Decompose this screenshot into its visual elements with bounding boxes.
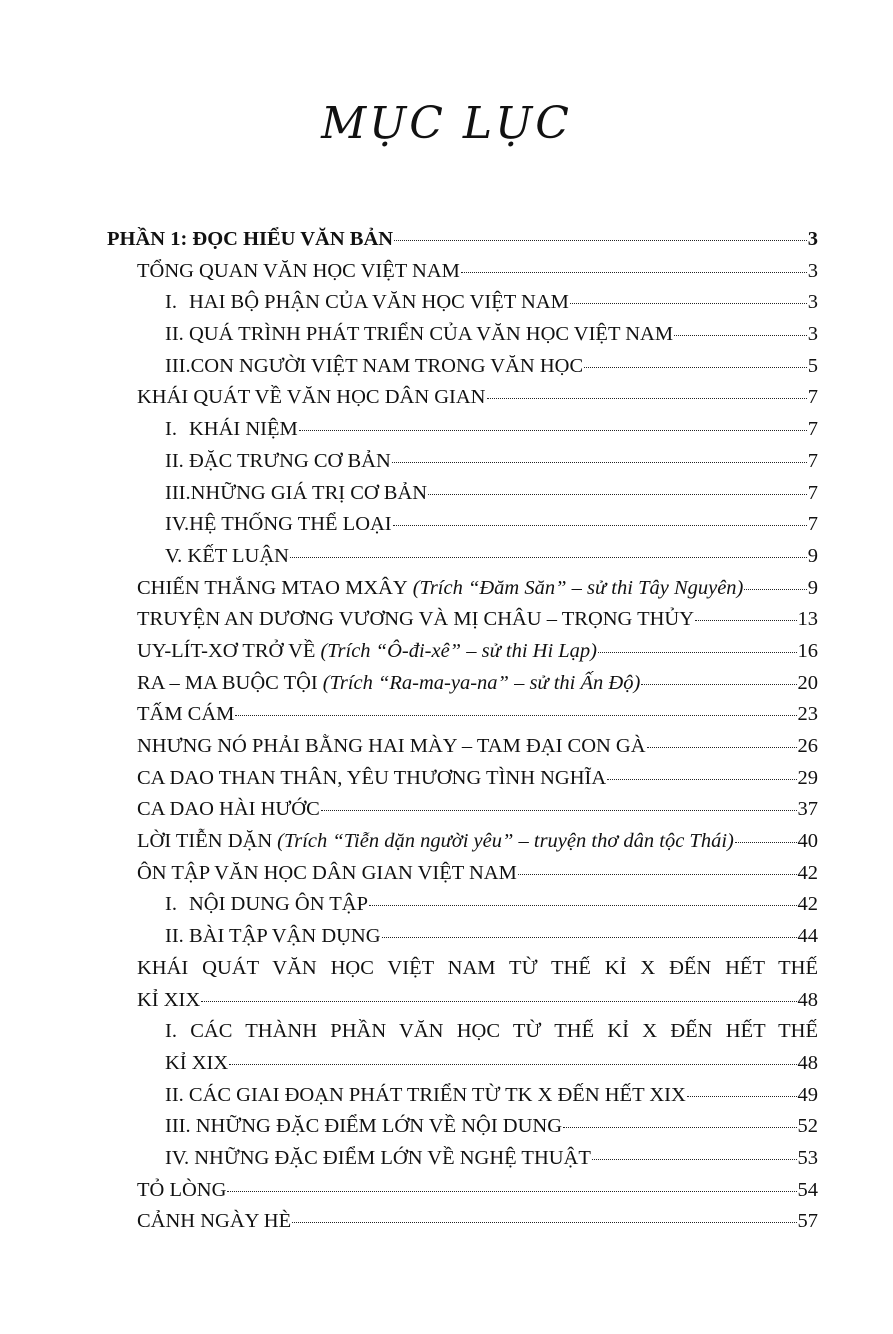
- toc-entry[interactable]: [107, 541, 818, 573]
- page-number: 3: [807, 228, 818, 250]
- page-number: 20: [797, 671, 818, 694]
- toc-entry[interactable]: [107, 668, 818, 700]
- page-number: 26: [797, 735, 818, 757]
- page-number: 3: [807, 291, 818, 314]
- table-of-contents: [107, 224, 818, 1238]
- toc-entry[interactable]: [107, 1175, 818, 1207]
- dot-leader: [674, 335, 807, 336]
- toc-entry-note: (Trích “Ra-ma-ya-na” – sử thi Ấn Độ): [322, 671, 641, 694]
- toc-entry-title: NHƯNG NÓ PHẢI BẰNG HAI MÀY – TAM ĐẠI CON GÀ: [137, 735, 646, 757]
- page-number: 7: [807, 418, 818, 441]
- dot-leader: [321, 810, 797, 811]
- page-number: 37: [797, 798, 818, 821]
- toc-entry-text: [137, 1206, 291, 1238]
- toc-entry-title: HỆ THỐNG THỂ LOẠI: [189, 513, 392, 536]
- toc-entry-title: CON NGƯỜI VIỆT NAM TRONG VĂN HỌC: [190, 354, 584, 377]
- toc-entry-title-continued: KỈ XIX: [165, 1051, 229, 1074]
- toc-entry[interactable]: [107, 446, 818, 478]
- dot-leader: [607, 779, 796, 780]
- toc-entry-title: HAI BỘ PHẬN CỦA VĂN HỌC VIỆT NAM: [189, 291, 569, 314]
- dot-leader: [235, 715, 796, 716]
- section-number: III.: [165, 481, 191, 504]
- toc-entry-title: LỜI TIỄN DẶN: [137, 830, 273, 853]
- toc-entry-title: KHÁI QUÁT VỀ VĂN HỌC DÂN GIAN: [137, 386, 486, 409]
- toc-entry[interactable]: [107, 699, 818, 731]
- page-number: 52: [797, 1115, 818, 1138]
- toc-entry[interactable]: [107, 1111, 818, 1143]
- toc-entry[interactable]: [107, 985, 818, 1017]
- toc-entry-title: III. NHỮNG ĐẶC ĐIỂM LỚN VỀ NỘI DUNG: [165, 1115, 563, 1138]
- dot-leader: [369, 905, 797, 906]
- dot-leader: [647, 747, 797, 748]
- section-number: I.: [165, 418, 177, 441]
- toc-entry-text: [137, 636, 597, 668]
- toc-entry-note: (Trích “Đăm Săn” – sử thi Tây Nguyên): [412, 576, 744, 599]
- dot-leader: [563, 1127, 796, 1128]
- toc-entry-title: CA DAO THAN THÂN, YÊU THƯƠNG TÌNH NGHĨA: [137, 766, 607, 789]
- toc-entry-text: [165, 446, 391, 478]
- page-number: 49: [797, 1083, 818, 1106]
- toc-entry-text: [137, 256, 460, 288]
- toc-entry-text: [165, 541, 289, 573]
- toc-entry-text: [165, 478, 427, 510]
- toc-entry-text: [137, 699, 234, 731]
- toc-entry[interactable]: [107, 636, 818, 668]
- toc-entry-title: CA DAO HÀI HƯỚC: [137, 798, 320, 821]
- toc-entry[interactable]: [107, 573, 818, 605]
- page-number: 53: [797, 1146, 818, 1169]
- toc-entry[interactable]: [107, 921, 818, 953]
- toc-entry-title: ĐẶC TRƯNG CƠ BẢN: [189, 449, 391, 472]
- section-number: IV.: [165, 513, 190, 536]
- toc-entry-title: KHÁI NIỆM: [189, 418, 298, 441]
- dot-leader: [428, 494, 807, 495]
- dot-leader: [394, 240, 807, 241]
- dot-leader: [487, 398, 807, 399]
- toc-entry[interactable]: [107, 1206, 818, 1238]
- toc-entry-title: IV. NHỮNG ĐẶC ĐIỂM LỚN VỀ NGHỆ THUẬT: [165, 1146, 591, 1169]
- dot-leader: [695, 620, 796, 621]
- toc-entry-text: [165, 351, 583, 383]
- page-number: 7: [807, 481, 818, 504]
- toc-entry-title: NHỮNG GIÁ TRỊ CƠ BẢN: [190, 481, 428, 504]
- section-number: II.: [165, 925, 184, 948]
- page-number: 16: [797, 639, 818, 662]
- dot-leader: [292, 1222, 796, 1223]
- toc-entry-title: TỔNG QUAN VĂN HỌC VIỆT NAM: [137, 259, 460, 282]
- toc-entry[interactable]: [107, 509, 818, 541]
- dot-leader: [598, 652, 797, 653]
- page-number: 23: [797, 703, 818, 726]
- toc-entry[interactable]: [107, 604, 818, 636]
- toc-entry-text: [137, 731, 646, 763]
- dot-leader: [299, 430, 807, 431]
- dot-leader: [735, 842, 797, 843]
- dot-leader: [201, 1001, 796, 1002]
- page-number: 48: [797, 1051, 818, 1074]
- page-number: 5: [807, 354, 818, 377]
- page-number: 7: [807, 513, 818, 536]
- toc-entry-title: I. CÁC THÀNH PHẦN VĂN HỌC TỪ THẾ KỈ X ĐẾN HẾT THẾ: [165, 1020, 818, 1043]
- toc-entry[interactable]: [107, 763, 818, 795]
- toc-entry-title-continued: KỈ XIX: [137, 988, 201, 1011]
- toc-entry[interactable]: [107, 731, 818, 763]
- page-number: 7: [807, 386, 818, 409]
- toc-entry[interactable]: [107, 287, 818, 319]
- toc-entry-text: [165, 414, 298, 446]
- toc-entry-text: [137, 826, 734, 858]
- toc-entry-title: CẢNH NGÀY HÈ: [137, 1210, 292, 1233]
- toc-entry[interactable]: [107, 319, 818, 351]
- dot-leader: [592, 1159, 797, 1160]
- dot-leader: [744, 589, 806, 590]
- section-number: II.: [165, 449, 184, 472]
- page-title: MỤC LỤC: [321, 98, 572, 149]
- dot-leader: [382, 937, 797, 938]
- toc-entry[interactable]: [107, 826, 818, 858]
- toc-entry-text: [165, 889, 368, 921]
- toc-entry-text: [165, 1111, 562, 1143]
- toc-entry-title: TRUYỆN AN DƯƠNG VƯƠNG VÀ MỊ CHÂU – TRỌNG THỦY: [137, 608, 695, 631]
- toc-entry-text: [165, 509, 392, 541]
- toc-entry-title: TỎ LÒNG: [137, 1178, 227, 1201]
- toc-entry[interactable]: [107, 382, 818, 414]
- toc-entry-text: [107, 224, 393, 256]
- dot-leader: [290, 557, 807, 558]
- toc-entry-text: [137, 668, 640, 700]
- toc-entry[interactable]: [107, 858, 818, 890]
- toc-entry-title: RA – MA BUỘC TỘI: [137, 671, 318, 694]
- toc-entry[interactable]: [107, 224, 818, 256]
- dot-leader: [392, 462, 807, 463]
- toc-entry-text: [165, 319, 673, 351]
- toc-entry-text: [165, 921, 381, 953]
- section-number: III.: [165, 354, 191, 377]
- toc-entry-text: [165, 1143, 591, 1175]
- page-number: 44: [797, 925, 818, 948]
- toc-entry-note: (Trích “Ô-đi-xê” – sử thi Hi Lạp): [320, 639, 597, 662]
- page-number: 57: [797, 1210, 818, 1233]
- toc-entry[interactable]: [107, 351, 818, 383]
- toc-entry[interactable]: [107, 1048, 818, 1080]
- page-number: 48: [797, 988, 818, 1011]
- toc-entry-line[interactable]: [107, 953, 818, 985]
- toc-entry-text: [137, 1175, 226, 1207]
- dot-leader: [518, 874, 797, 875]
- toc-entry-title: CHIẾN THẮNG MTAO MXÂY: [137, 576, 408, 599]
- toc-entry-title: NỘI DUNG ÔN TẬP: [189, 893, 368, 916]
- toc-entry-note: (Trích “Tiễn dặn người yêu” – truyện thơ dân tộc Thái): [277, 830, 734, 853]
- toc-entry-text: [137, 604, 694, 636]
- page-number: 9: [807, 544, 818, 567]
- toc-entry-title: TẤM CÁM: [137, 703, 235, 726]
- toc-entry-title: KHÁI QUÁT VĂN HỌC VIỆT NAM TỪ THẾ KỈ X ĐẾN HẾT THẾ: [137, 956, 818, 979]
- toc-entry-title: V. KẾT LUẬN: [165, 544, 289, 567]
- dot-leader: [229, 1064, 796, 1065]
- toc-entry-title: QUÁ TRÌNH PHÁT TRIỂN CỦA VĂN HỌC VIỆT NAM: [189, 323, 674, 346]
- page-number: 54: [797, 1178, 818, 1201]
- toc-entry[interactable]: [107, 256, 818, 288]
- page-number: 9: [807, 576, 818, 599]
- toc-entry-line[interactable]: [107, 1016, 818, 1048]
- toc-entry[interactable]: [107, 1143, 818, 1175]
- page-number: 42: [797, 893, 818, 916]
- dot-leader: [687, 1096, 797, 1097]
- page-number: 7: [807, 449, 818, 472]
- dot-leader: [570, 303, 807, 304]
- toc-entry-text: [165, 1080, 686, 1112]
- dot-leader: [641, 684, 796, 685]
- toc-entry-text: [165, 287, 569, 319]
- toc-entry-text: [137, 573, 743, 605]
- toc-entry[interactable]: [107, 889, 818, 921]
- page-number: 42: [797, 861, 818, 884]
- page-number: 3: [807, 323, 818, 346]
- toc-entry[interactable]: [107, 478, 818, 510]
- toc-entry-text: [137, 794, 320, 826]
- section-number: I.: [165, 893, 177, 916]
- toc-entry-title: ÔN TẬP VĂN HỌC DÂN GIAN VIỆT NAM: [137, 861, 517, 884]
- toc-entry[interactable]: [107, 794, 818, 826]
- dot-leader: [584, 367, 807, 368]
- dot-leader: [227, 1191, 796, 1192]
- section-number: I.: [165, 291, 177, 314]
- toc-entry-title: PHẦN 1: ĐỌC HIỂU VĂN BẢN: [107, 228, 394, 250]
- toc-entry-text: [137, 763, 606, 795]
- toc-entry-text: [137, 858, 517, 890]
- toc-entry[interactable]: [107, 414, 818, 446]
- toc-entry[interactable]: [107, 1080, 818, 1112]
- toc-entry-text: [137, 382, 486, 414]
- page-number: 13: [797, 608, 818, 631]
- toc-entry-title: UY-LÍT-XƠ TRỞ VỀ: [137, 639, 316, 662]
- toc-entry-title: II. CÁC GIAI ĐOẠN PHÁT TRIỂN TỪ TK X ĐẾN HẾT XIX: [165, 1083, 686, 1106]
- section-number: II.: [165, 323, 184, 346]
- dot-leader: [461, 272, 807, 273]
- page-number: 3: [807, 259, 818, 282]
- page-number: 29: [797, 766, 818, 789]
- dot-leader: [393, 525, 807, 526]
- toc-entry-title: BÀI TẬP VẬN DỤNG: [189, 925, 381, 948]
- page-number: 40: [797, 830, 818, 853]
